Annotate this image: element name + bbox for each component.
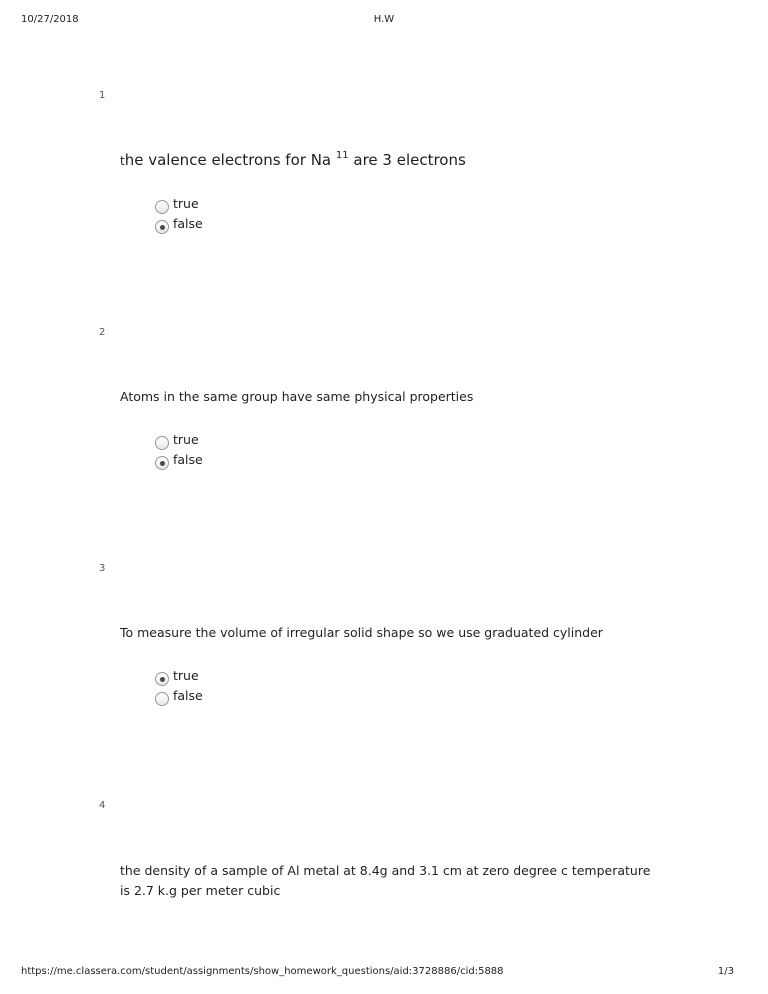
radio-icon[interactable] bbox=[155, 220, 169, 234]
radio-icon[interactable] bbox=[155, 692, 169, 706]
option-label: false bbox=[173, 216, 203, 231]
page-url: https://me.classera.com/student/assignments/show_homework_questions/aid:3728886/cid:5888 bbox=[21, 966, 504, 977]
radio-icon[interactable] bbox=[155, 672, 169, 686]
question-4-text: the density of a sample of Al metal at 8.4g and 3.1 cm at zero degree c temperature is 2.7 k.g per meter cubic bbox=[120, 863, 651, 898]
question-1-number: 1 bbox=[99, 90, 106, 101]
question-1-text-end: are 3 electrons bbox=[348, 151, 466, 169]
question-1-option-false[interactable] bbox=[155, 216, 203, 234]
question-1-superscript: 11 bbox=[335, 150, 349, 161]
question-4-number: 4 bbox=[99, 800, 106, 811]
option-label: false bbox=[173, 452, 203, 467]
question-2-option-true[interactable] bbox=[155, 432, 199, 450]
page-number: 1/3 bbox=[717, 966, 734, 977]
question-2-number: 2 bbox=[99, 327, 106, 338]
option-label: true bbox=[173, 196, 199, 211]
question-1-text-main: he valence electrons for Na bbox=[124, 151, 336, 169]
page-title: H.W bbox=[373, 14, 395, 25]
print-date: 10/27/2018 bbox=[21, 14, 79, 25]
option-label: false bbox=[173, 688, 203, 703]
question-1-text-first: t bbox=[120, 154, 125, 168]
option-label: true bbox=[173, 432, 199, 447]
radio-icon[interactable] bbox=[155, 436, 169, 450]
question-3-option-true[interactable] bbox=[155, 668, 199, 686]
option-label: true bbox=[173, 668, 199, 683]
radio-icon[interactable] bbox=[155, 456, 169, 470]
question-2-option-false[interactable] bbox=[155, 452, 203, 470]
question-1-text bbox=[120, 150, 660, 171]
question-2-text: Atoms in the same group have same physical properties bbox=[120, 389, 474, 404]
question-3-number: 3 bbox=[99, 563, 106, 574]
radio-icon[interactable] bbox=[155, 200, 169, 214]
question-3-option-false[interactable] bbox=[155, 688, 203, 706]
question-3-text: To measure the volume of irregular solid shape so we use graduated cylinder bbox=[120, 625, 603, 640]
question-1-option-true[interactable] bbox=[155, 196, 199, 214]
